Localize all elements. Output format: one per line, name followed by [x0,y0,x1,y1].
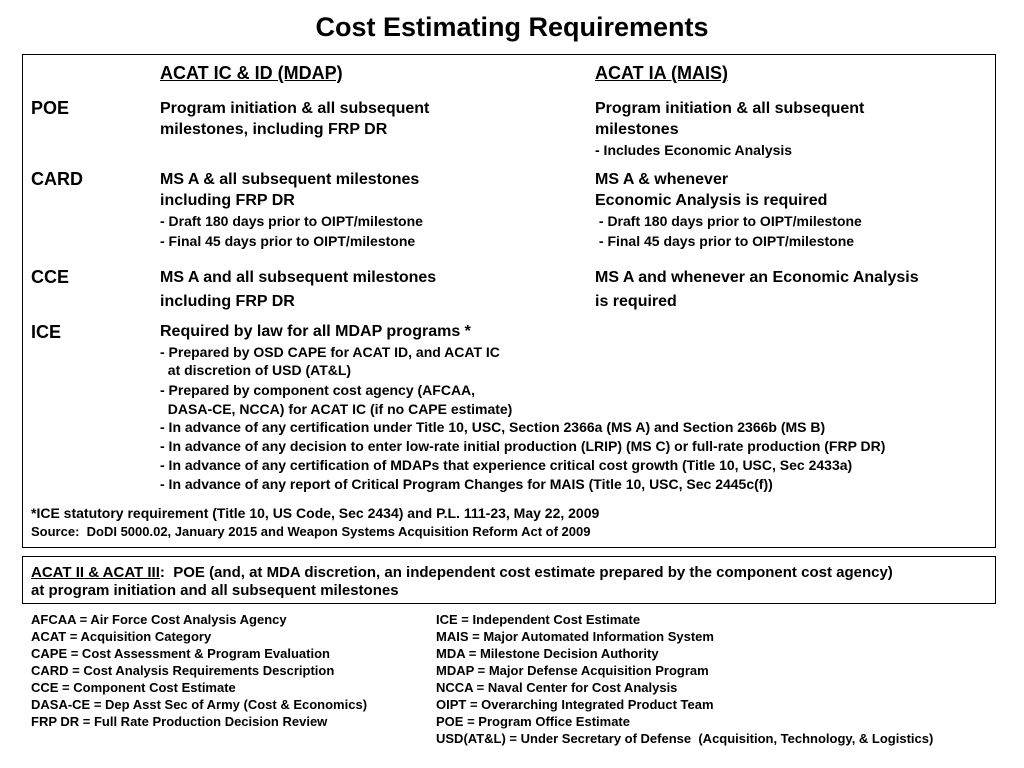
poe-mais-line: Program initiation & all subsequent [595,100,865,117]
row-label-card: CARD [31,169,83,189]
glossary-entry: MDAP = Major Defense Acquisition Program [436,663,709,678]
poe-mdap-line: Program initiation & all subsequent [160,100,430,117]
row-label-ice: ICE [31,322,62,342]
glossary-entry: CARD = Cost Analysis Requirements Description [31,663,335,678]
acat-ii-iii-text [31,564,893,581]
glossary-entry: MDA = Milestone Decision Authority [436,646,659,661]
glossary-entry: AFCAA = Air Force Cost Analysis Agency [31,612,287,627]
glossary-entry: OIPT = Overarching Integrated Product Team [436,697,714,712]
card-mdap-line: - Final 45 days prior to OIPT/milestone [160,233,416,249]
ice-line: - In advance of any certification under Title 10, USC, Section 2366a (MS A) and Section 2366b (MS B) [160,419,826,435]
ice-line: DASA-CE, NCCA) for ACAT IC (if no CAPE estimate) [160,401,513,417]
poe-mais-line: - Includes Economic Analysis [595,142,793,158]
cce-mdap-line: MS A and all subsequent milestones [160,269,437,286]
column-header-mais: ACAT IA (MAIS) [595,63,728,83]
ice-line: - In advance of any certification of MDAPs that experience critical cost growth (Title 10, USC, Sec 2433a) [160,457,853,473]
glossary-entry: POE = Program Office Estimate [436,714,630,729]
card-mais-line: - Draft 180 days prior to OIPT/milestone [595,213,862,229]
page-title: Cost Estimating Requirements [315,12,709,42]
cce-mais-line: is required [595,293,677,310]
ice-footnote: *ICE statutory requirement (Title 10, US Code, Sec 2434) and P.L. 111-23, May 22, 2009 [31,505,600,521]
ice-line: - Prepared by OSD CAPE for ACAT ID, and ACAT IC [160,344,500,360]
acat-ii-iii-line1: : POE (and, at MDA discretion, an independent cost estimate prepared by the component cost agency) [159,564,893,581]
glossary-entry: DASA-CE = Dep Asst Sec of Army (Cost & Economics) [31,697,368,712]
glossary-entry: USD(AT&L) = Under Secretary of Defense (Acquisition, Technology, & Logistics) [436,731,934,746]
cce-mais-line: MS A and whenever an Economic Analysis [595,269,919,286]
poe-mais-line: milestones [595,121,679,138]
cce-mdap-line: including FRP DR [160,293,295,310]
glossary-entry: CAPE = Cost Assessment & Program Evaluation [31,646,330,661]
card-mdap-line: - Draft 180 days prior to OIPT/milestone [160,213,423,229]
card-mais-line: - Final 45 days prior to OIPT/milestone [595,233,855,249]
glossary-entry: ICE = Independent Cost Estimate [436,612,641,627]
glossary-entry: NCCA = Naval Center for Cost Analysis [436,680,678,695]
row-label-cce: CCE [31,267,70,287]
acat-ii-iii-line2: at program initiation and all subsequent milestones [31,582,399,599]
ice-line: - In advance of any decision to enter low-rate initial production (LRIP) (MS C) or full-rate production (FRP DR) [160,438,886,454]
row-label-poe: POE [31,98,70,118]
ice-line: - In advance of any report of Critical Program Changes for MAIS (Title 10, USC, Sec 2445c(f)) [160,476,773,492]
acat-ii-iii-label: ACAT II & ACAT III [31,564,160,581]
card-mais-line: MS A & whenever [595,171,729,188]
glossary-entry: MAIS = Major Automated Information System [436,629,714,644]
glossary-entry: FRP DR = Full Rate Production Decision Review [31,714,328,729]
ice-line: - Prepared by component cost agency (AFCAA, [160,382,476,398]
card-mdap-line: including FRP DR [160,192,295,209]
glossary-entry: CCE = Component Cost Estimate [31,680,236,695]
ice-line: at discretion of USD (AT&L) [160,362,352,378]
glossary-entry: ACAT = Acquisition Category [31,629,212,644]
card-mais-line: Economic Analysis is required [595,192,828,209]
column-header-mdap: ACAT IC & ID (MDAP) [160,63,343,83]
source-note: Source: DoDI 5000.02, January 2015 and Weapon Systems Acquisition Reform Act of 2009 [31,524,591,539]
card-mdap-line: MS A & all subsequent milestones [160,171,420,188]
poe-mdap-line: milestones, including FRP DR [160,121,388,138]
ice-line: Required by law for all MDAP programs * [160,323,471,340]
